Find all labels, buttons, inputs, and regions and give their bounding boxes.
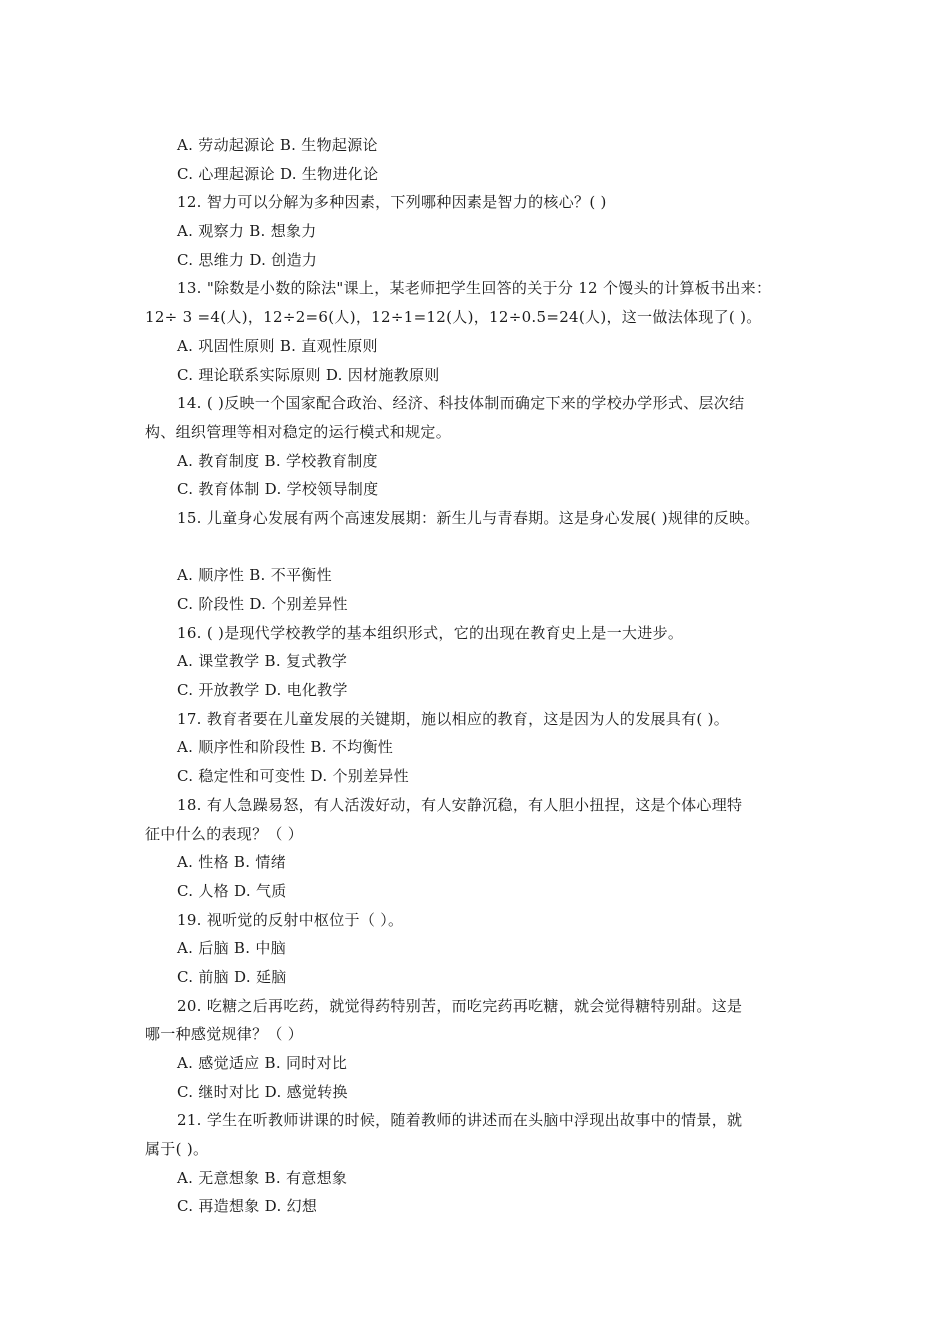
text-line: 12. 智力可以分解为多种因素，下列哪种因素是智力的核心？( ) [177, 193, 607, 212]
text-line: A. 无意想象 B. 有意想象 [177, 1168, 348, 1187]
text-line: 19. 视听觉的反射中枢位于（ ）。 [177, 910, 404, 929]
text-line: A. 性格 B. 情绪 [177, 853, 286, 872]
text-line: A. 劳动起源论 B. 生物起源论 [177, 136, 378, 154]
text-line: C. 稳定性和可变性 D. 个别差异性 [177, 767, 409, 786]
text-line: 14. ( )反映一个国家配合政治、经济、科技体制而确定下来的学校办学形式、层次结 [177, 394, 745, 413]
text-line: A. 课堂教学 B. 复式教学 [177, 652, 348, 671]
text-line: 属于( )。 [145, 1140, 209, 1159]
text-line: 哪一种感觉规律？（ ） [145, 1025, 304, 1044]
document-body [145, 131, 825, 1221]
text-line: 21. 学生在听教师讲课的时候，随着教师的讲述而在头脑中浮现出故事中的情景，就 [177, 1111, 743, 1130]
text-line: 18. 有人急躁易怒，有人活泼好动，有人安静沉稳，有人胆小扭捏，这是个体心理特 [177, 795, 743, 814]
text-line: 15. 儿童身心发展有两个高速发展期：新生儿与青春期。这是身心发展( )规律的反映。 [177, 508, 760, 527]
text-line: A. 顺序性和阶段性 B. 不均衡性 [177, 738, 394, 757]
text-line: 17. 教育者要在儿童发展的关键期，施以相应的教育，这是因为人的发展具有( )。 [177, 709, 730, 728]
text-line: C. 理论联系实际原则 D. 因材施教原则 [177, 365, 440, 384]
text-line: A. 后脑 B. 中脑 [177, 939, 286, 958]
text-line: A. 顺序性 B. 不平衡性 [177, 566, 332, 585]
text-line: C. 前脑 D. 延脑 [177, 967, 287, 986]
text-line: A. 巩固性原则 B. 直观性原则 [177, 336, 378, 355]
text-line: 16. ( )是现代学校教学的基本组织形式，它的出现在教育史上是一大进步。 [177, 623, 684, 642]
text-line: 构、组织管理等相对稳定的运行模式和规定。 [145, 422, 452, 441]
text-line: C. 人格 D. 气质 [177, 881, 287, 900]
text-line: 征中什么的表现？（ ） [145, 824, 304, 843]
text-line: 12÷ 3 =4(人)，12÷2=6(人)，12÷1=12(人)，12÷0.5=24(人)，这一做法体现了( )。 [145, 308, 762, 327]
text-line: C. 心理起源论 D. 生物进化论 [177, 164, 379, 183]
text-line: C. 教育体制 D. 学校领导制度 [177, 480, 379, 499]
text-line: A. 观察力 B. 想象力 [177, 222, 317, 241]
text-line: C. 再造想象 D. 幻想 [177, 1197, 318, 1216]
text-line: A. 感觉适应 B. 同时对比 [177, 1054, 348, 1072]
text-line: A. 教育制度 B. 学校教育制度 [177, 451, 378, 470]
text-line: C. 思维力 D. 创造力 [177, 250, 318, 269]
blank-line [145, 533, 825, 562]
text-line: C. 阶段性 D. 个别差异性 [177, 595, 348, 613]
text-line: 20. 吃糖之后再吃药，就觉得药特别苦，而吃完药再吃糖，就会觉得糖特别甜。这是 [177, 996, 743, 1015]
text-line: C. 开放教学 D. 电化教学 [177, 681, 348, 700]
text-line: 13. "除数是小数的除法"课上，某老师把学生回答的关于分 12 个馒头的计算板书出来： [177, 279, 772, 298]
text-line: C. 继时对比 D. 感觉转换 [177, 1082, 348, 1101]
